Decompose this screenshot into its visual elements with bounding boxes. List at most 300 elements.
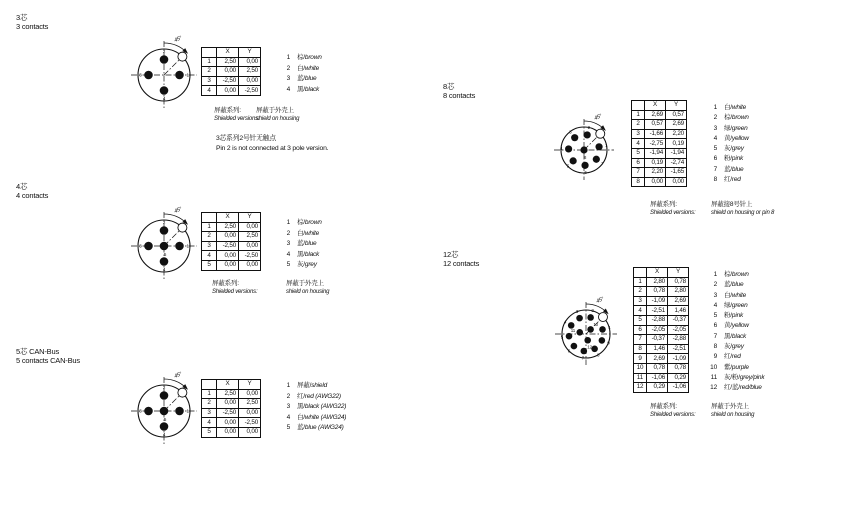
coordinate-value: 0,00 [217,86,239,96]
key-notch [178,52,187,61]
legend-item [280,251,322,262]
table-header-cell [634,268,647,278]
wire-color-legend [707,104,749,186]
legend-item [280,261,322,272]
table-row [634,344,689,354]
legend-item [280,240,322,251]
table-header-cell: X [645,101,666,111]
pin-index: 2 [634,287,647,297]
shield-value-en: shield on housing [286,289,330,295]
angle-label: 45° [173,371,183,380]
legend-pin-number: 10 [710,363,717,371]
coordinate-value: -1,66 [645,129,666,139]
pin-number: 11 [570,327,576,333]
shield-note-label [214,107,259,123]
coordinate-value: 2,50 [239,232,261,242]
legend-pin-number: 3 [713,291,717,299]
pin-number: 5 [560,334,564,340]
pin-number: 2 [162,48,166,54]
pin-index: 9 [634,354,647,364]
legend-item [707,104,749,114]
pin-number: 6 [567,348,571,354]
coordinate-value: -1,94 [645,148,666,158]
section-title-zh: 5芯 CAN-Bus [16,347,60,356]
pin-number: 7 [581,355,585,361]
pin-index: 6 [634,325,647,335]
legend-color-text: 黑/black [297,85,320,93]
table-header-cell [202,213,217,223]
coordinate-value: -2,50 [239,86,261,96]
connector-pinout-diagram [531,282,641,386]
coordinate-value: -2,50 [217,241,239,251]
pin-contact [175,407,184,416]
legend-item [280,393,346,404]
pin-contact [570,157,577,164]
legend-pin-number: 6 [713,155,717,163]
table-row [632,110,687,120]
section-title-zh: 8芯 [443,82,455,91]
pin-index: 3 [202,241,217,251]
legend-color-text: 蓝/blue [297,240,317,248]
table-row [202,222,261,232]
shield-label-zh: 屏蔽系列: [212,280,239,287]
table-row [202,57,261,67]
coordinate-value: 2,20 [666,129,687,139]
coordinate-value: 0,78 [668,277,689,287]
shield-label-zh: 屏蔽系列: [650,201,677,208]
legend-pin-number: 2 [286,229,290,237]
legend-item [707,374,764,384]
table-row [632,148,687,158]
coordinate-value: -1,09 [647,296,668,306]
legend-color-text: 棕/brown [297,219,322,226]
legend-pin-number: 5 [713,145,717,153]
legend-color-text: 黄/yellow [724,134,749,142]
shield-value-zh: 屏蔽于外壳上 [256,107,294,114]
table-row [634,277,689,287]
pin-index: 1 [634,277,647,287]
shield-note-label [650,403,695,419]
angle-label: 45° [593,113,603,122]
coordinate-value: 0,00 [239,408,261,418]
legend-color-text: 蓝/blue [297,75,317,83]
legend-color-text: 蓝/blue [724,165,744,173]
legend-color-text: 粉/pink [724,312,744,320]
angle-label: 45° [173,35,183,44]
pin-number: 10 [593,321,598,327]
legend-item [707,343,764,353]
pin-contact [144,71,153,80]
coordinate-value: 0,00 [217,67,239,77]
pin-contact [584,131,591,138]
pin-number: 12 [587,344,592,350]
coordinate-value: 0,00 [239,427,261,437]
pin-contact [576,315,583,322]
coordinate-value: 2,50 [217,389,239,399]
legend-item [280,424,346,435]
coordinate-value: 0,00 [666,177,687,187]
table-header-cell [202,48,217,58]
legend-pin-number: 8 [713,176,717,184]
legend-pin-number: 5 [713,312,717,320]
pin-index: 3 [202,408,217,418]
coordinate-value: 0,19 [666,139,687,149]
pin-index: 1 [202,57,217,67]
legend-pin-number: 1 [286,219,290,226]
pin-contact [160,422,169,431]
legend-color-text: 白/white [724,291,747,299]
legend-item [707,364,764,374]
legend-pin-number: 3 [713,124,717,132]
shield-label-zh: 屏蔽系列: [214,107,241,114]
legend-color-text: 灰/粉/grey/pink [724,373,765,381]
wire-color-legend [280,382,346,435]
legend-item [707,302,764,312]
legend-item [280,86,322,97]
table-header-cell: Y [668,268,689,278]
legend-pin-number: 4 [286,413,290,421]
legend-item [280,382,346,393]
table-row [634,354,689,364]
angle-label: 45° [173,206,183,215]
pin-contact [160,391,169,400]
shield-label-en: Shielded versions: [650,210,696,216]
legend-color-text: 灰/grey [724,343,744,351]
pin-contact [160,242,169,251]
table-row [632,168,687,178]
pin-contact [175,242,184,251]
pin-number: 8 [583,155,587,161]
shield-value-zh: 屏蔽接8号针上 [711,201,753,208]
coordinate-value: -1,06 [668,383,689,393]
pin-index: 5 [202,427,217,437]
coordinate-value: -2,50 [217,408,239,418]
legend-item [707,333,764,343]
pin-number: 2 [162,384,166,390]
wire-color-legend [280,219,322,272]
legend-color-text: 粉/pink [724,155,744,163]
coordinate-value: -2,51 [647,306,668,316]
coordinate-value: 2,50 [217,57,239,67]
coordinate-value: 1,46 [668,306,689,316]
legend-color-text: 蓝/blue [724,281,744,289]
legend-pin-number: 2 [286,392,290,400]
shield-value-en: shield on housing or pin 8 [711,210,775,216]
shield-value-en: shield on housing [711,412,755,418]
table-row [202,241,261,251]
pin-index: 3 [202,76,217,86]
legend-pin-number: 4 [713,134,717,142]
section-title-en: 8 contacts [443,91,476,100]
legend-pin-number: 1 [286,54,290,61]
pin-number: 1 [186,72,189,78]
coordinate-value: 0,00 [239,260,261,270]
coordinate-value: 1,46 [647,344,668,354]
pin-number: 9 [607,340,610,346]
section-title [16,347,80,365]
pin-number: 2 [162,219,166,225]
table-row [202,399,261,409]
key-notch [178,223,187,232]
coordinate-value: 0,00 [217,427,239,437]
pin-number: 3 [569,129,572,135]
legend-color-text: 黑/black [297,250,320,258]
coordinate-value: -1,09 [668,354,689,364]
pin-index: 4 [634,306,647,316]
shield-label-en: Shielded versions: [650,412,696,418]
legend-pin-number: 5 [286,261,290,269]
pin-number: 4 [162,267,166,273]
table-header-cell: X [217,380,239,390]
table-row [202,427,261,437]
table-row [202,76,261,86]
table-header-cell [202,380,217,390]
coordinate-value: 2,69 [666,120,687,130]
pin-contact [576,329,583,336]
pin-number: 1 [186,408,189,414]
pin-contact [599,326,606,333]
legend-pin-number: 11 [710,373,717,381]
key-notch [178,388,187,397]
legend-pin-number: 1 [713,104,717,111]
section-title-en: 3 contacts [16,22,49,31]
shield-note-value [711,403,754,419]
shield-value-zh: 屏蔽于外壳上 [286,280,324,287]
coordinate-value: 2,80 [668,287,689,297]
connector-pinout-diagram [529,98,639,202]
coordinate-value: 0,57 [645,120,666,130]
coordinate-value: -2,88 [668,335,689,345]
table-row [634,383,689,393]
pin2-note [216,134,328,153]
coordinate-value: 0,29 [647,383,668,393]
pin-number: 3 [575,309,579,315]
coordinate-value: -1,94 [666,148,687,158]
pin-number: 3 [139,243,142,249]
coordinate-value: 0,00 [645,177,666,187]
coordinate-value: 0,00 [239,389,261,399]
legend-pin-number: 6 [713,322,717,330]
pin-index: 5 [202,260,217,270]
coordinate-table [201,212,261,271]
legend-color-text: 绿/green [724,124,748,132]
pin-number: 4 [560,145,563,151]
table-row [634,315,689,325]
table-header-cell: Y [666,101,687,111]
table-row [202,260,261,270]
legend-item [707,135,749,145]
table-row [632,139,687,149]
coordinate-value: 0,00 [239,241,261,251]
pin-number: 2 [591,308,594,314]
pin-index: 2 [202,399,217,409]
pin-index: 8 [634,344,647,354]
pin-contact [571,343,578,350]
pin-contact [587,326,594,333]
legend-item [707,114,749,124]
wire-color-legend [707,271,764,395]
pin-contact [160,407,169,416]
pin-index: 2 [202,67,217,77]
table-row [634,363,689,373]
pin-contact [595,143,602,150]
section-title [16,182,48,200]
legend-pin-number: 7 [713,332,717,340]
legend-color-text: 红/red [724,176,741,184]
legend-item [707,271,764,281]
table-header-cell: Y [239,213,261,223]
pin-contact [571,134,578,141]
coordinate-value: 0,00 [217,232,239,242]
coordinate-value: 2,80 [647,277,668,287]
pin-contact [580,146,587,153]
coordinate-value: -2,75 [645,139,666,149]
legend-item [280,54,322,65]
pin-contact [591,346,598,353]
section-title [443,82,475,100]
coordinate-value: -2,50 [217,76,239,86]
coordinate-value: 0,19 [645,158,666,168]
pin-contact [160,257,169,266]
table-header-cell: X [647,268,668,278]
legend-item [707,155,749,165]
legend-pin-number: 3 [286,240,290,248]
legend-pin-number: 1 [713,271,717,278]
coordinate-value: 0,00 [217,418,239,428]
section-title [16,13,48,31]
legend-color-text: 蓝/blue (AWG24) [297,424,344,432]
legend-item [707,322,764,332]
shield-note-label [650,201,695,217]
pin-number: 2 [587,125,590,131]
coordinate-value: 0,00 [217,399,239,409]
legend-pin-number: 2 [713,114,717,122]
pin-index: 12 [634,383,647,393]
coordinate-value: -2,05 [647,325,668,335]
coordinate-value: 2,50 [217,222,239,232]
legend-color-text: 灰/grey [297,261,317,269]
coordinate-value: 0,78 [668,363,689,373]
pin-index: 11 [634,373,647,383]
coordinate-value: 2,69 [647,354,668,364]
pin-number: 3 [139,72,142,78]
pin-index: 4 [632,139,645,149]
pin2-note-en: Pin 2 is not connected at 3 pole version. [216,144,329,152]
legend-color-text: 红/red [724,353,741,361]
coordinate-value: -0,37 [647,335,668,345]
pin-number: 6 [584,170,587,176]
pin-number: 4 [162,96,166,102]
legend-pin-number: 9 [713,353,717,361]
legend-pin-number: 4 [286,250,290,258]
coordinate-value: 0,57 [666,110,687,120]
legend-color-text: 黄/yellow [724,322,749,330]
table-row [634,296,689,306]
shield-note-value [286,280,329,296]
legend-pin-number: 4 [713,301,717,309]
table-row [632,177,687,187]
pin-index: 3 [634,296,647,306]
table-row [202,232,261,242]
pin-contact [593,156,600,163]
coordinate-value: 0,00 [239,222,261,232]
table-row [634,335,689,345]
legend-color-text: 白/white [297,229,320,237]
coordinate-value: 0,29 [668,373,689,383]
section-title-en: 4 contacts [16,191,49,200]
coordinate-value: 0,78 [647,363,668,373]
legend-item [280,75,322,86]
pin-contact [581,348,588,355]
pin-contact [175,71,184,80]
pin-number: 1 [605,142,608,148]
coordinate-value: 2,50 [239,67,261,77]
pin-index: 10 [634,363,647,373]
pin-index: 2 [202,232,217,242]
coordinate-value: -0,37 [668,315,689,325]
shield-label-zh: 屏蔽系列: [650,403,677,410]
legend-pin-number: 8 [713,343,717,351]
legend-item [707,353,764,363]
legend-item [707,176,749,186]
legend-item [707,166,749,176]
coordinate-value: 2,69 [645,110,666,120]
pin-contact [160,55,169,64]
coordinate-value: -2,50 [239,251,261,261]
table-row [632,158,687,168]
pin-index: 6 [632,158,645,168]
pin-index: 4 [202,86,217,96]
angle-label: 45° [595,296,605,305]
pin-contact [160,86,169,95]
pin-contact [144,242,153,251]
shield-label-en: Shielded versions: [212,289,258,295]
section-title-zh: 3芯 [16,13,28,22]
legend-color-text: 白/white [724,104,747,111]
pin-contact [144,407,153,416]
section-title-en: 5 contacts CAN-Bus [16,356,80,365]
pin-contact [599,337,606,344]
pin-contact [566,333,573,340]
pin-number: 5 [566,163,570,169]
legend-item [280,403,346,414]
legend-item [707,125,749,135]
section-title-zh: 12芯 [443,250,459,259]
legend-color-text: 紫/purple [724,363,749,371]
shield-value-en: shield on housing [256,116,300,122]
legend-item [707,384,764,394]
legend-item [280,219,322,230]
legend-color-text: 棕/brown [724,114,749,122]
pin-number: 8 [597,352,600,358]
table-header-cell: Y [239,380,261,390]
pin-index: 2 [632,120,645,130]
legend-color-text: 红/蓝/red/blue [724,384,762,392]
table-row [202,389,261,399]
pin-number: 5 [163,251,167,257]
pin-index: 4 [202,418,217,428]
coordinate-value: -2,74 [666,158,687,168]
pin-contact [581,162,588,169]
pin-contact [565,145,572,152]
legend-color-text: 棕/brown [724,271,749,278]
section-title-zh: 4芯 [16,182,28,191]
legend-item [707,312,764,322]
section-title-en: 12 contacts [443,259,480,268]
pin-contact [587,314,594,321]
pin-number: 3 [139,408,142,414]
legend-color-text: 黑/black (AWG22) [297,403,347,411]
